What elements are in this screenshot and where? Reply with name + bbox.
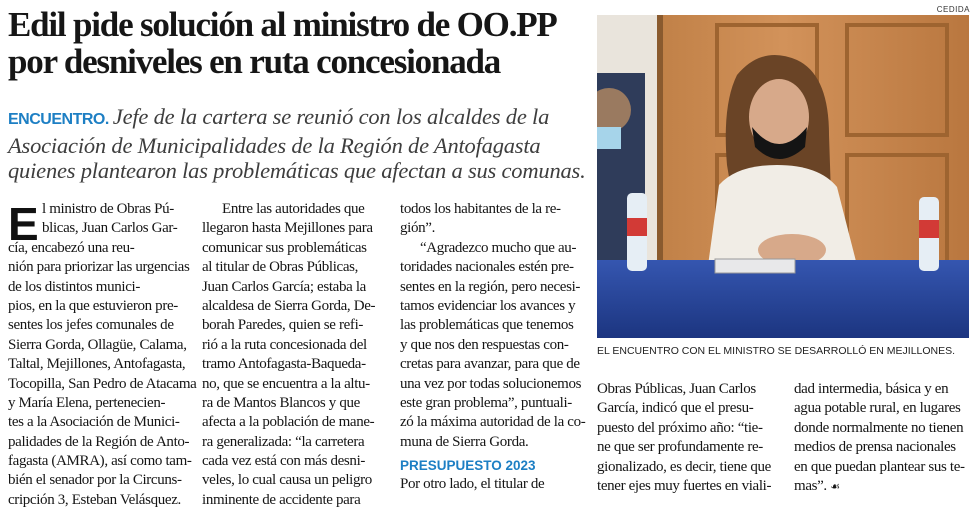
body-line: inminente de accidente para (202, 491, 361, 508)
body-line: donde normalmente no tienen (794, 419, 964, 436)
body-line: “Agradezco mucho que au- (420, 239, 577, 256)
body-line: al titular de Obras Públicas, (202, 259, 359, 276)
body-line: las problemáticas que tenemos (400, 317, 574, 334)
body-line: alcaldesa de Sierra Gorda, De- (202, 297, 376, 314)
body-column-2 (202, 200, 382, 510)
body-line-text: mas”. (794, 477, 827, 494)
end-mark-icon: ☙ (830, 479, 840, 493)
body-line: pios, en la que estuvieron pre- (8, 297, 178, 314)
body-line: tramo Antofagasta-Baqueda- (202, 356, 366, 373)
body-line: todos los habitantes de la re- (400, 201, 561, 217)
body-line: blicas, Juan Carlos Gar- (42, 220, 178, 237)
body-line: afecta a la población de mane- (202, 414, 375, 431)
body-line: tamos evidenciar los avances y (400, 297, 576, 314)
body-line: una vez por todas solucionemos (400, 375, 582, 392)
body-line: gionalizado, es decir, tiene que (597, 458, 771, 475)
photo-credit: CEDIDA (936, 5, 970, 14)
body-line: borah Paredes, quien se refi- (202, 317, 364, 334)
body-column-4 (597, 380, 777, 496)
body-line: zó la máxima autoridad de la co- (400, 414, 586, 431)
deck (8, 104, 588, 184)
body-line: cretas para avanzar, para que de (400, 356, 580, 373)
body-line: cripción 3, Esteban Velásquez. (8, 491, 181, 508)
section-subhead: PRESUPUESTO 2023 (400, 458, 536, 474)
body-line: tener ejes muy fuertes en viali- (597, 477, 772, 494)
body-line: no, que se encuentra a la altu- (202, 375, 370, 392)
headline-line: Edil pide solución al ministro de OO.PP (8, 5, 557, 44)
body-column-1 (8, 198, 197, 510)
body-line: Tocopilla, San Pedro de Atacama (8, 375, 197, 392)
body-line: cía, encabezó una reu- (8, 239, 135, 256)
meeting-photo-illustration (597, 15, 969, 338)
body-line: cada vez está con más desni- (202, 453, 366, 470)
photo-caption: EL ENCUENTRO CON EL MINISTRO SE DESARROLLÓ EN MEJILLONES. (597, 345, 956, 357)
headline-line: por desniveles en ruta concesionada (8, 42, 501, 81)
body-line: Entre las autoridades que (222, 201, 365, 217)
body-line: Obras Públicas, Juan Carlos (597, 381, 756, 397)
body-line: medios de prensa nacionales (794, 439, 956, 456)
body-line: dad intermedia, básica y en (794, 381, 949, 397)
body-line: sentes en la región, pero necesi- (400, 278, 581, 295)
deck-line-text: Jefe de la cartera se reunió con los alcaldes de la (112, 104, 550, 129)
body-line: García, indicó que el presu- (597, 400, 754, 417)
body-line: ra generalizada: “la carretera (202, 433, 365, 450)
drop-cap: E (8, 198, 39, 250)
news-photo (597, 15, 969, 338)
body-line: sentes los jefes comunales de (8, 317, 174, 334)
body-line: y que nos den respuestas con- (400, 336, 569, 353)
body-line: l ministro de Obras Pú- (42, 201, 174, 217)
body-line: gión”. (400, 220, 435, 237)
body-line: palidades de la Región de Anto- (8, 433, 190, 450)
body-line: muna de Sierra Gorda. (400, 433, 529, 450)
deck-line: Asociación de Municipalidades de la Región de Antofagasta (8, 132, 541, 158)
body-line: comunicar sus problemáticas (202, 239, 367, 256)
body-column-5 (794, 380, 972, 496)
body-line: veles, lo cual causa un peligro (202, 472, 372, 489)
body-line: en que puedan plantear sus te- (794, 458, 965, 475)
body-line: de los distintos munici- (8, 278, 141, 295)
body-column-3 (400, 200, 586, 495)
deck-line (8, 104, 588, 133)
body-line: Taltal, Mejillones, Antofagasta, (8, 356, 186, 373)
body-line: nión para priorizar las urgencias (8, 259, 190, 276)
body-line: puesto del próximo año: “tie- (597, 419, 763, 436)
body-line: toridades nacionales estén pre- (400, 259, 574, 276)
body-line: Juan Carlos García; estaba la (202, 278, 366, 295)
headline (8, 6, 593, 80)
body-line: y María Elena, pertenecien- (8, 394, 166, 411)
body-line: Por otro lado, el titular de (400, 476, 545, 493)
deck-line: quienes plantearon las problemáticas que afectan a sus comunas. (8, 158, 586, 183)
body-line: rió a la ruta concesionada del (202, 336, 367, 353)
body-line: este gran problema”, puntuali- (400, 394, 572, 411)
body-line: bién el senador por la Circuns- (8, 472, 182, 489)
body-line (794, 477, 972, 496)
deck-kicker: ENCUENTRO. (8, 111, 109, 128)
body-line: tes a la Asociación de Munici- (8, 414, 180, 431)
body-line: Sierra Gorda, Ollagüe, Calama, (8, 336, 187, 353)
body-line: llegaron hasta Mejillones para (202, 220, 373, 237)
body-line: fagasta (AMRA), así como tam- (8, 453, 192, 470)
body-line: agua potable rural, en lugares (794, 400, 961, 417)
body-line: ra de Mantos Blancos y que (202, 394, 360, 411)
body-line: ne que ser profundamente re- (597, 439, 763, 456)
